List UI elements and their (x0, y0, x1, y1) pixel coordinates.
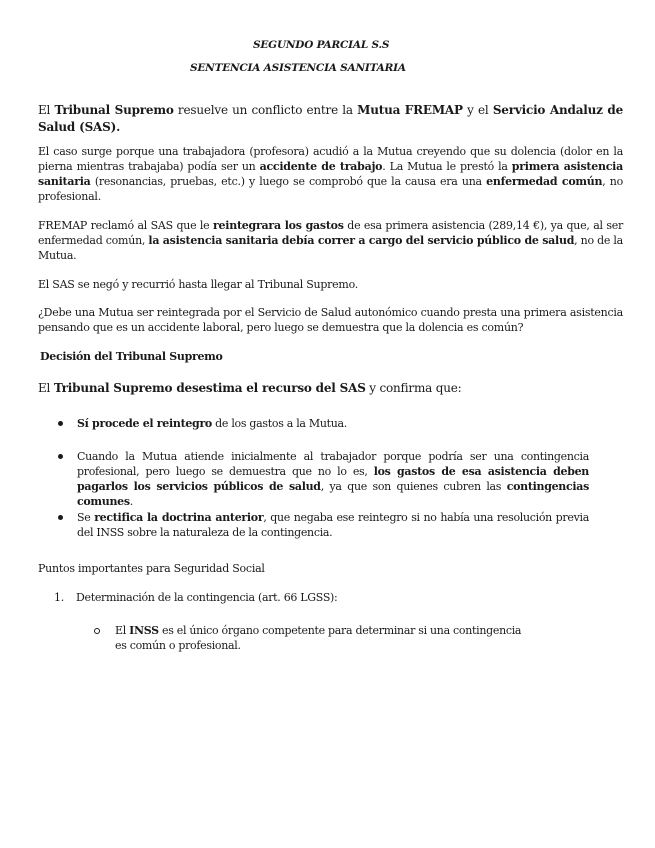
intro-paragraph-4: El SAS se negó y recurrió hasta llegar al Tribunal Supremo. (38, 278, 359, 291)
intro-paragraph-2: El caso surge porque una trabajadora (profesora) acudió a la Mutua creyendo que su dolencia (dolor en la pierna mientras trabajaba) podía ser un accidente de trabajo. La Mutua le prestó la primera asistencia sanitaria (resonancias, pruebas, etc.) y luego se comprobó que la causa era una enfermedad común, no profesional. (38, 145, 624, 203)
document-subtitle: SENTENCIA ASISTENCIA SANITARIA (190, 62, 406, 74)
decision-lead: El Tribunal Supremo desestima el recurso del SAS y confirma que: (38, 381, 462, 395)
decision-bullet-2: Cuando la Mutua atiende inicialmente al trabajador porque podría ser una contingencia profesional, pero luego se demuestra que no lo es, los gastos de esa asistencia deben pagarlos los servicios públicos de salud, ya que son quienes cubren las contingencias comunes. (77, 450, 589, 508)
document-title: SEGUNDO PARCIAL S.S (253, 39, 390, 51)
decision-heading: Decisión del Tribunal Supremo (40, 350, 223, 363)
decision-bullet-3: Se rectifica la doctrina anterior, que negaba ese reintegro si no había una resolución previa del INSS sobre la naturaleza de la contingencia. (77, 511, 589, 539)
bullet-icon (58, 515, 63, 520)
intro-paragraph-1: El Tribunal Supremo resuelve un conflicto entre la Mutua FREMAP y el Servicio Andaluz de Salud (SAS). (38, 103, 624, 134)
bullet-icon (58, 421, 63, 426)
point-1-text: Determinación de la contingencia (art. 66 LGSS): (76, 591, 338, 604)
intro-paragraph-5: ¿Debe una Mutua ser reintegrada por el Servicio de Salud autonómico cuando presta una primera asistencia pensando que es un accidente laboral, pero luego se demuestra que la dolencia es común? (38, 306, 623, 334)
intro-paragraph-3: FREMAP reclamó al SAS que le reintegrara los gastos de esa primera asistencia (289,14 €), ya que, al ser enfermedad común, la asistencia sanitaria debía correr a cargo del servicio público de salud, no de la Mutua. (38, 219, 624, 262)
circle-bullet-icon (94, 628, 100, 634)
bullet-icon (58, 454, 63, 459)
point-1-subitem: El INSS es el único órgano competente para determinar si una contingencia es común o profesional. (115, 624, 522, 652)
list-number: 1. (54, 591, 65, 604)
decision-bullet-1: Sí procede el reintegro de los gastos a la Mutua. (77, 417, 347, 430)
points-heading: Puntos importantes para Seguridad Social (38, 562, 265, 575)
